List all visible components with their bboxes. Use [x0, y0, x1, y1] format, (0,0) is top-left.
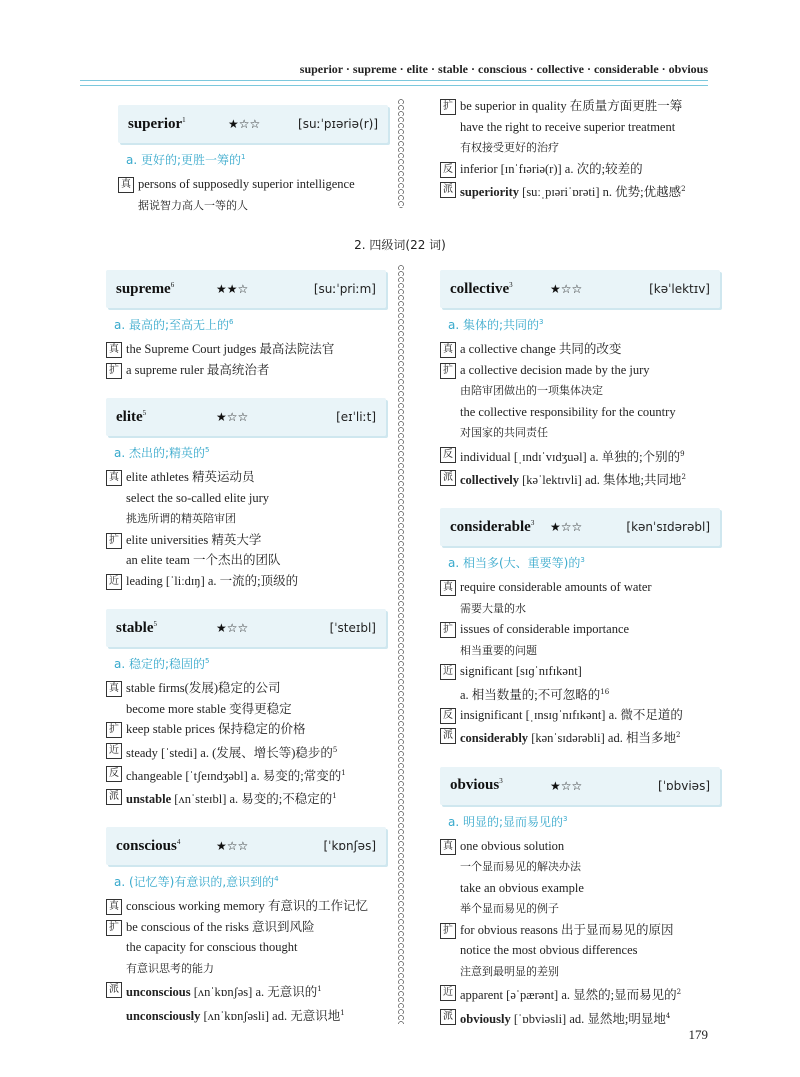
- star-rating: ★★☆: [216, 282, 249, 296]
- entry-line: [440, 577, 720, 598]
- definition: a. 集体的;共同的$^3$: [448, 318, 544, 332]
- headword-box: [106, 609, 386, 647]
- line-text: 注意到最明显的差别: [460, 964, 559, 978]
- phonetic: [ˈkɒnʃəs]: [323, 839, 376, 854]
- entry-line: [106, 786, 386, 809]
- definition-frequency: 4: [274, 875, 279, 884]
- word-entry: [440, 270, 720, 490]
- derived-word: considerably: [460, 731, 529, 746]
- line-text: 需要大量的水: [460, 601, 526, 615]
- entry-line: [440, 339, 720, 360]
- definition: a. 最高的;至高无上的$^6$: [114, 318, 234, 332]
- headword-frequency: 4: [176, 837, 181, 846]
- entry-line: [440, 640, 720, 662]
- line-text: 对国家的共同责任: [460, 426, 548, 439]
- derived-word: unconsciously: [126, 1008, 201, 1023]
- line-text: a collective decision made by the jury: [460, 362, 650, 377]
- entry-line: [106, 763, 386, 786]
- entry-line: [440, 898, 720, 920]
- headword-box: [440, 767, 720, 805]
- frequency-superscript: 2: [675, 731, 681, 740]
- line-tag: 派: [106, 982, 122, 998]
- line-text: [suːˌpɪəriˈɒrəti] n. 优势;优越感: [519, 184, 682, 199]
- entry-line: [106, 937, 386, 958]
- line-text: have the right to receive superior treatment: [460, 119, 676, 134]
- line-text: the capacity for conscious thought: [126, 940, 298, 955]
- entry-line: [440, 836, 720, 857]
- page-number: 179: [688, 1027, 708, 1042]
- entry-line: [440, 159, 730, 180]
- headword-frequency: 3: [509, 280, 513, 289]
- entry-line: [440, 961, 720, 983]
- entry-line: [106, 917, 386, 938]
- line-text: leading [ˈliːdɪŋ] a. 一流的;顶级的: [126, 573, 299, 588]
- derived-word: unstable: [126, 791, 172, 806]
- phonetic: [suːˈpriːm]: [313, 282, 376, 296]
- line-text: the Supreme Court judges 最高法院法官: [126, 342, 335, 356]
- line-text: significant [sɪɡˈnɪfɪkənt]: [460, 664, 582, 679]
- line-tag: 真: [106, 342, 122, 358]
- word-entry: [106, 270, 386, 380]
- line-text: 举个显而易见的例子: [460, 902, 559, 916]
- line-text: take an obvious example: [460, 880, 584, 895]
- headword-frequency: 1: [182, 115, 186, 124]
- line-tag: 近: [440, 664, 456, 680]
- headword-frequency: 6: [170, 280, 175, 289]
- entry-line: [440, 1006, 720, 1029]
- frequency-superscript: 1: [341, 768, 346, 777]
- star-rating: ★☆☆: [216, 839, 249, 854]
- line-text: a collective change 共同的改变: [460, 342, 622, 356]
- headword-frequency: 3: [499, 777, 503, 786]
- line-tag: 扩: [440, 923, 456, 939]
- frequency-superscript: 2: [681, 185, 686, 193]
- line-text: elite athletes 精英运动员: [126, 470, 255, 484]
- phonetic: [ˈɒbviəs]: [658, 778, 710, 793]
- star-rating: ★☆☆: [228, 117, 261, 131]
- line-tag: 真: [440, 839, 456, 855]
- frequency-superscript: 9: [680, 449, 685, 458]
- line-text: the collective responsibility for the country: [460, 404, 676, 419]
- section-title: 2. 四级词(22 词): [354, 238, 446, 252]
- headword: considerable$^3$: [450, 518, 535, 535]
- frequency-superscript: 1: [340, 1008, 345, 1017]
- right-column: [440, 270, 720, 1047]
- line-text: one obvious solution: [460, 838, 565, 853]
- entry-line: [440, 982, 720, 1005]
- line-tag: 真: [106, 470, 122, 486]
- entry-line: [440, 402, 720, 423]
- line-text: 相当重要的问题: [460, 643, 537, 657]
- headword-box: [118, 105, 388, 143]
- line-text: become more stable 变得更稳定: [126, 701, 292, 716]
- line-text: 由陪审团做出的一项集体决定: [460, 384, 603, 397]
- definition: a. 更好的;更胜一筹的$^1$: [126, 153, 246, 167]
- line-tag: 真: [106, 899, 122, 915]
- entry-line: [440, 422, 720, 444]
- entry-superior-continued: [440, 96, 730, 202]
- frequency-superscript: 2: [676, 988, 682, 997]
- definition-frequency: 3: [580, 556, 585, 565]
- line-text: conscious working memory 有意识的工作记忆: [126, 899, 368, 914]
- definition: a. 稳定的;稳固的$^5$: [114, 657, 210, 671]
- line-text: 有意识思考的能力: [126, 961, 214, 975]
- headword: supreme$^6$: [116, 280, 175, 297]
- line-text: stable firms(发展)稳定的公司: [126, 681, 281, 695]
- line-tag: 派: [440, 1009, 456, 1025]
- line-text: individual [ˌɪndɪˈvɪdʒuəl] a. 单独的;个别的: [460, 449, 681, 464]
- entry-line: [440, 878, 720, 899]
- line-tag: 近: [440, 985, 456, 1001]
- frequency-superscript: 4: [665, 1011, 671, 1020]
- headword: superior$^1$: [128, 115, 186, 132]
- frequency-superscript: 16: [600, 687, 610, 696]
- definition: a. 明显的;显而易见的$^3$: [448, 814, 568, 829]
- frequency-superscript: 1: [317, 985, 322, 994]
- word-entry: [106, 609, 386, 809]
- line-text: steady [ˈstedi] a. (发展、增长等)稳步的: [126, 745, 333, 760]
- line-text: select the so-called elite jury: [126, 490, 269, 505]
- line-tag: 反: [440, 162, 456, 178]
- line-text: [kəˈlektɪvli] ad. 集体地;共同地: [519, 472, 682, 487]
- word-entry: [440, 508, 720, 749]
- line-tag: 真: [440, 342, 456, 358]
- headword-frequency: 5: [142, 408, 147, 417]
- line-text: [ʌnˈkɒnʃəsli] ad. 无意识地: [200, 1008, 341, 1023]
- star-rating: ★☆☆: [550, 520, 583, 535]
- entry-line: [106, 360, 386, 381]
- line-text: [ʌnˈkɒnʃəs] a. 无意识的: [190, 985, 318, 1000]
- definition: a. (记忆等)有意识的,意识到的$^4$: [114, 875, 279, 890]
- line-text: [ˈɒbviəsli] ad. 显然地;明显地: [510, 1011, 666, 1026]
- entry-line: [440, 619, 720, 640]
- word-entry: [106, 827, 386, 1026]
- line-tag: 派: [440, 182, 456, 198]
- entry-line: [106, 571, 386, 592]
- word-entry: [440, 767, 720, 1029]
- entry-line: [440, 920, 720, 941]
- left-column: [106, 270, 386, 1044]
- line-tag: 派: [440, 470, 456, 486]
- line-text: require considerable amounts of water: [460, 580, 652, 595]
- line-text: be conscious of the risks 意识到风险: [126, 919, 315, 934]
- headword-box: [440, 270, 720, 308]
- entry-line: [106, 530, 386, 551]
- headword: collective$^3$: [450, 280, 513, 297]
- definition-frequency: 5: [205, 446, 210, 454]
- line-text: an elite team 一个杰出的团队: [126, 553, 281, 567]
- derived-word: obviously: [460, 1011, 511, 1026]
- line-text: 挑选所谓的精英陪审团: [126, 512, 236, 525]
- line-text: elite universities 精英大学: [126, 532, 262, 547]
- entry-line: [106, 339, 386, 360]
- line-text: insignificant [ˌɪnsɪɡˈnɪfɪkənt] a. 微不足道的: [460, 707, 683, 722]
- entry-line: [106, 1003, 386, 1026]
- entry-line: [440, 705, 720, 726]
- line-tag: 派: [106, 789, 122, 805]
- entry-line: [106, 467, 386, 488]
- headword: conscious$^4$: [116, 837, 181, 854]
- headword: elite$^5$: [116, 408, 147, 425]
- frequency-superscript: 5: [332, 745, 338, 754]
- headword-box: [106, 827, 386, 865]
- phonetic: [suːˈpɪəriə(r)]: [298, 117, 378, 131]
- line-text: keep stable prices 保持稳定的价格: [126, 722, 306, 736]
- entry-line: [440, 444, 720, 467]
- entry-line: [440, 380, 720, 402]
- entry-line: [106, 719, 386, 740]
- entry-line: [106, 699, 386, 720]
- line-tag: 反: [440, 447, 456, 463]
- line-text: a. 相当数量的;不可忽略的: [460, 687, 601, 702]
- line-tag: 派: [440, 728, 456, 744]
- column-divider-main: [397, 264, 405, 1024]
- column-divider-top: [397, 98, 405, 208]
- line-text: be superior in quality 在质量方面更胜一筹: [460, 99, 683, 113]
- derived-word: superiority: [460, 184, 520, 199]
- running-header: superior · supreme · elite · stable · conscious · collective · considerable · obvious: [299, 62, 708, 76]
- line-text: [kənˈsɪdərəbli] ad. 相当多地: [528, 731, 676, 746]
- entry-line: [118, 174, 388, 195]
- line-text: 有权接受更好的治疗: [460, 141, 559, 154]
- star-rating: ★☆☆: [216, 410, 249, 424]
- line-text: [ʌnˈsteɪbl] a. 易变的;不稳定的: [171, 791, 333, 806]
- line-text: issues of considerable importance: [460, 622, 630, 637]
- definition-frequency: 3: [563, 814, 568, 823]
- entry-line: [440, 682, 720, 705]
- header-rule: [80, 80, 708, 86]
- frequency-superscript: 1: [332, 792, 337, 801]
- line-tag: 扩: [440, 622, 456, 638]
- line-tag: 反: [440, 708, 456, 724]
- line-text: inferior [ɪnˈfɪəriə(r)] a. 次的;较差的: [460, 161, 643, 176]
- line-text: a supreme ruler 最高统治者: [126, 362, 270, 377]
- headword-frequency: 5: [153, 619, 157, 628]
- line-tag: 扩: [106, 533, 122, 549]
- entry-line: [440, 96, 730, 117]
- line-tag: 真: [440, 580, 456, 596]
- definition-frequency: 3: [539, 318, 544, 326]
- headword-box: [106, 270, 386, 308]
- line-text: for obvious reasons 出于显而易见的原因: [460, 922, 674, 937]
- word-entry: [118, 105, 388, 216]
- star-rating: ★☆☆: [550, 282, 583, 296]
- headword-box: [440, 508, 720, 546]
- derived-word: unconscious: [126, 985, 191, 1000]
- line-tag: 真: [118, 177, 134, 193]
- line-tag: 扩: [440, 363, 456, 379]
- entry-line: [106, 740, 386, 763]
- headword-frequency: 3: [530, 518, 535, 527]
- entry-line: [440, 940, 720, 961]
- line-tag: 扩: [106, 722, 122, 738]
- entry-line: [440, 467, 720, 490]
- entry-line: [106, 678, 386, 699]
- definition-frequency: 5: [205, 657, 210, 665]
- definition: a. 相当多(大、重要等)的$^3$: [448, 556, 585, 571]
- line-tag: 反: [106, 766, 122, 782]
- line-text: persons of supposedly superior intelligence: [138, 177, 355, 191]
- entry-superior: [118, 105, 388, 234]
- line-tag: 近: [106, 574, 122, 590]
- entry-line: [440, 598, 720, 620]
- line-text: changeable [ˈtʃeɪndʒəbl] a. 易变的;常变的: [126, 768, 342, 783]
- entry-line: [440, 661, 720, 682]
- line-tag: 真: [106, 681, 122, 697]
- phonetic: [ˈsteɪbl]: [329, 621, 376, 635]
- entry-line: [106, 958, 386, 980]
- phonetic: [eɪˈliːt]: [336, 410, 376, 424]
- entry-line: [440, 725, 720, 748]
- star-rating: ★☆☆: [550, 778, 583, 793]
- entry-line: [106, 979, 386, 1002]
- line-tag: 扩: [440, 99, 456, 115]
- entry-line: [106, 488, 386, 509]
- line-tag: 扩: [106, 920, 122, 936]
- definition: a. 杰出的;精英的$^5$: [114, 446, 210, 460]
- word-entry: [106, 398, 386, 591]
- entry-line: [440, 856, 720, 878]
- entry-line: [106, 508, 386, 530]
- phonetic: [kəˈlektɪv]: [649, 282, 710, 296]
- entry-line: [440, 137, 730, 159]
- line-text: notice the most obvious differences: [460, 943, 638, 958]
- line-tag: 近: [106, 743, 122, 759]
- headword: obvious$^3$: [450, 777, 503, 794]
- entry-line: [440, 360, 720, 381]
- frequency-superscript: 2: [681, 472, 686, 481]
- definition-frequency: 1: [241, 153, 246, 161]
- headword: stable$^5$: [116, 619, 157, 636]
- line-tag: 扩: [106, 363, 122, 379]
- line-text: 据说智力高人一等的人: [138, 198, 248, 212]
- entry-line: [440, 179, 730, 202]
- derived-word: collectively: [460, 472, 519, 487]
- headword-box: [106, 398, 386, 436]
- entry-line: [118, 195, 388, 217]
- line-text: 一个显而易见的解决办法: [460, 860, 581, 874]
- phonetic: [kənˈsɪdərəbl]: [626, 520, 710, 535]
- star-rating: ★☆☆: [216, 621, 249, 635]
- line-text: apparent [əˈpærənt] a. 显然的;显而易见的: [460, 988, 677, 1003]
- entry-line: [106, 550, 386, 571]
- entry-line: [106, 896, 386, 917]
- entry-line: [440, 117, 730, 138]
- definition-frequency: 6: [229, 318, 234, 326]
